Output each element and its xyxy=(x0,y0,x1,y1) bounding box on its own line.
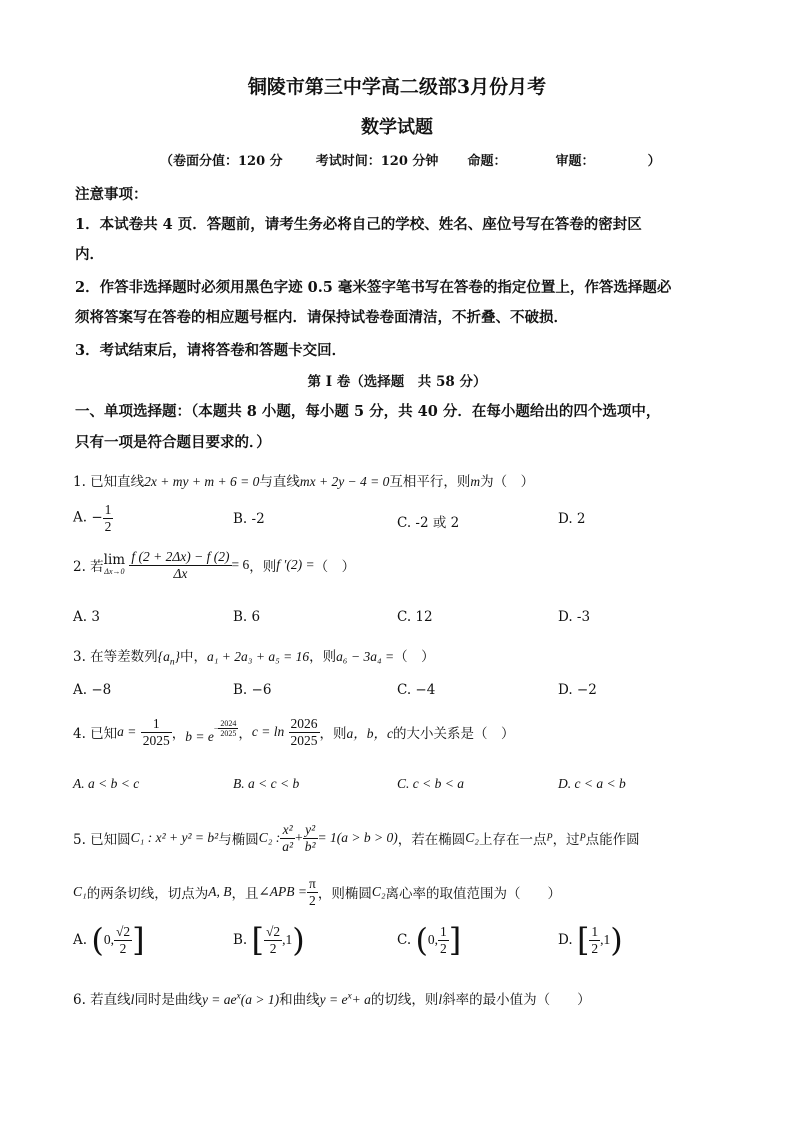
exam-meta xyxy=(160,150,661,169)
notice-item-2-cont: 须将答案写在答卷的相应题号框内．请保持试卷卷面清洁，不折叠、不破损． xyxy=(75,309,568,326)
q3-option-c[interactable]: C. −4 xyxy=(397,682,436,698)
question-6: 6. 若直线l同时是曲线$y = ae^x(a > 1)$和曲线$y = e^x+ a$的切线，则l斜率的最小值为（ ） xyxy=(73,991,591,1008)
q2-option-d[interactable]: D. -3 xyxy=(558,609,591,625)
meta-time: 考试时间：120 分钟 xyxy=(315,154,439,169)
notice-item-1: 1．本试卷共 4 页．答题前，请考生务必将自己的学校、姓名、座位号写在答卷的密封区 xyxy=(75,216,642,233)
q3-condition: a₁ + 2a₃ + a₅ = 16 xyxy=(206,649,310,664)
q4-option-c[interactable]: C. c < b < a xyxy=(397,776,464,791)
q2-option-b[interactable]: B. 6 xyxy=(233,609,261,625)
exam-title: 铜陵市第三中学高二级部3月份月考 xyxy=(247,76,547,98)
q1-option-a[interactable]: A. − $\frac{1}{2}$ xyxy=(73,502,112,534)
q1-line1-equation: 2x + my + m + 6 = 0 xyxy=(144,474,260,489)
q5-option-c[interactable]: C. (0, $\frac{1}{2}$ ] xyxy=(397,921,462,960)
notice-item-3: 3．考试结束后，请将答卷和答题卡交回． xyxy=(75,342,347,359)
meta-reviewer: 审题： xyxy=(555,154,595,169)
q2-difference-quotient: $\frac{f (2 + 2\Delta x) - f (2)}{\Delta x}$ xyxy=(131,549,230,581)
meta-author: 命题： xyxy=(467,154,507,169)
meta-close: ） xyxy=(647,154,661,169)
q5-y-fraction: $\frac{\text{y²}}{\text{b²}}$ xyxy=(304,822,316,854)
part1-heading: 一、单项选择题：（本题共 8 小题，每小题 5 分，共 40 分．在每小题给出的四个选项中， xyxy=(75,403,661,420)
notice-item-1-cont: 内． xyxy=(75,246,104,263)
q3-expression: a₆ − 3a₄ = xyxy=(336,649,395,664)
exam-subtitle: 数学试题 xyxy=(361,117,433,138)
question-5: 5. 已知圆C₁ : x² + y² = b²与椭圆C₂ : $\frac{\text{x²}}{\text{a²}}$ + $\frac{\text{y²}}{\text{b²}}$ = 1(a > b > 0)，若在椭圆C₂上存在一点P，过P点能作圆 xyxy=(73,822,640,854)
notice-heading: 注意事项： xyxy=(75,186,148,203)
question-4: 4. 已知a = $\frac{1}{2025}$ ，b = e− $\frac{2024}{2025}$ ，c = ln $\frac{2026}{2025}$ ，则a，b，c的大小关系是（ ） xyxy=(73,716,515,748)
q3-option-d[interactable]: D. −2 xyxy=(558,682,597,698)
q2-limit: lim Δx→0 xyxy=(103,552,126,576)
q1-option-b[interactable]: B. -2 xyxy=(233,511,265,527)
q2-option-a[interactable]: A. 3 xyxy=(73,609,100,625)
volume-title: 第 I 卷（选择题 共 58 分） xyxy=(307,374,487,390)
q6-curve-2: $y = e^x+ a$ xyxy=(319,991,371,1007)
q5-angle-fraction: $\frac{\pi}{2}$ xyxy=(309,876,316,908)
q4-option-a[interactable]: A. a < b < c xyxy=(73,776,140,791)
q3-sequence: $\{a_n\}$ xyxy=(157,649,180,668)
meta-score: （卷面分值：120 分 xyxy=(160,154,283,169)
q5-circle: C₁ : x² + y² = b² xyxy=(130,830,219,846)
q5-option-d[interactable]: D. [ $\frac{1}{2}$ ,1) xyxy=(558,921,623,960)
q4-option-b[interactable]: B. a < c < b xyxy=(233,776,300,791)
q4-b-value: b = e− $\frac{2024}{2025}$ xyxy=(185,718,237,745)
q5-option-a[interactable]: A. (0, $\frac{√2}{2}$ ] xyxy=(73,921,145,960)
question-2: 2. 若 lim Δx→0 $\frac{f (2 + 2\Delta x) - f (2)}{\Delta x}$ = 6，则f ′(2) =（ ） xyxy=(73,549,356,581)
q4-a-fraction: $\frac{1}{2025}$ xyxy=(142,716,170,748)
part1-heading-cont: 只有一项是符合题目要求的．） xyxy=(75,434,271,451)
q3-option-b[interactable]: B. −6 xyxy=(233,682,272,698)
q1-line2-equation: mx + 2y − 4 = 0 xyxy=(299,474,390,489)
q6-curve-1: $y = ae^x(a > 1)$ xyxy=(201,991,280,1007)
notice-item-2: 2．作答非选择题时必须用黑色字迹 0.5 毫米签字笔书写在答卷的指定位置上，作答选择题必 xyxy=(75,279,672,296)
q1-a-fraction: $\frac{1}{2}$ xyxy=(104,502,112,534)
q2-option-c[interactable]: C. 12 xyxy=(397,609,433,625)
question-1: 1. 已知直线2x + my + m + 6 = 0与直线mx + 2y − 4 = 0互相平行，则m为（ ） xyxy=(73,474,535,490)
q4-c-fraction: $\frac{2026}{2025}$ xyxy=(290,716,318,748)
q4-option-d[interactable]: D. c < a < b xyxy=(558,776,626,791)
question-5-cont: C₁的两条切线，切点为A, B，且∠APB = $\frac{\pi}{2}$ ，则椭圆C₂离心率的取值范围为（ ） xyxy=(73,876,562,908)
question-3: 3. 在等差数列$\{a_n\}$中，a₁ + 2a₃ + a₅ = 16，则a₆ − 3a₄ =（ ） xyxy=(73,649,435,668)
q1-option-c[interactable]: C. -2 或 2 xyxy=(397,515,460,531)
q5-x-fraction: $\frac{\text{x²}}{\text{a²}}$ xyxy=(282,822,294,854)
q1-option-d[interactable]: D. 2 xyxy=(558,511,586,527)
q2-derivative: f ′(2) = xyxy=(276,557,315,573)
q3-option-a[interactable]: A. −8 xyxy=(73,682,112,698)
q5-option-b[interactable]: B. [ $\frac{√2}{2}$ ,1) xyxy=(233,921,305,960)
